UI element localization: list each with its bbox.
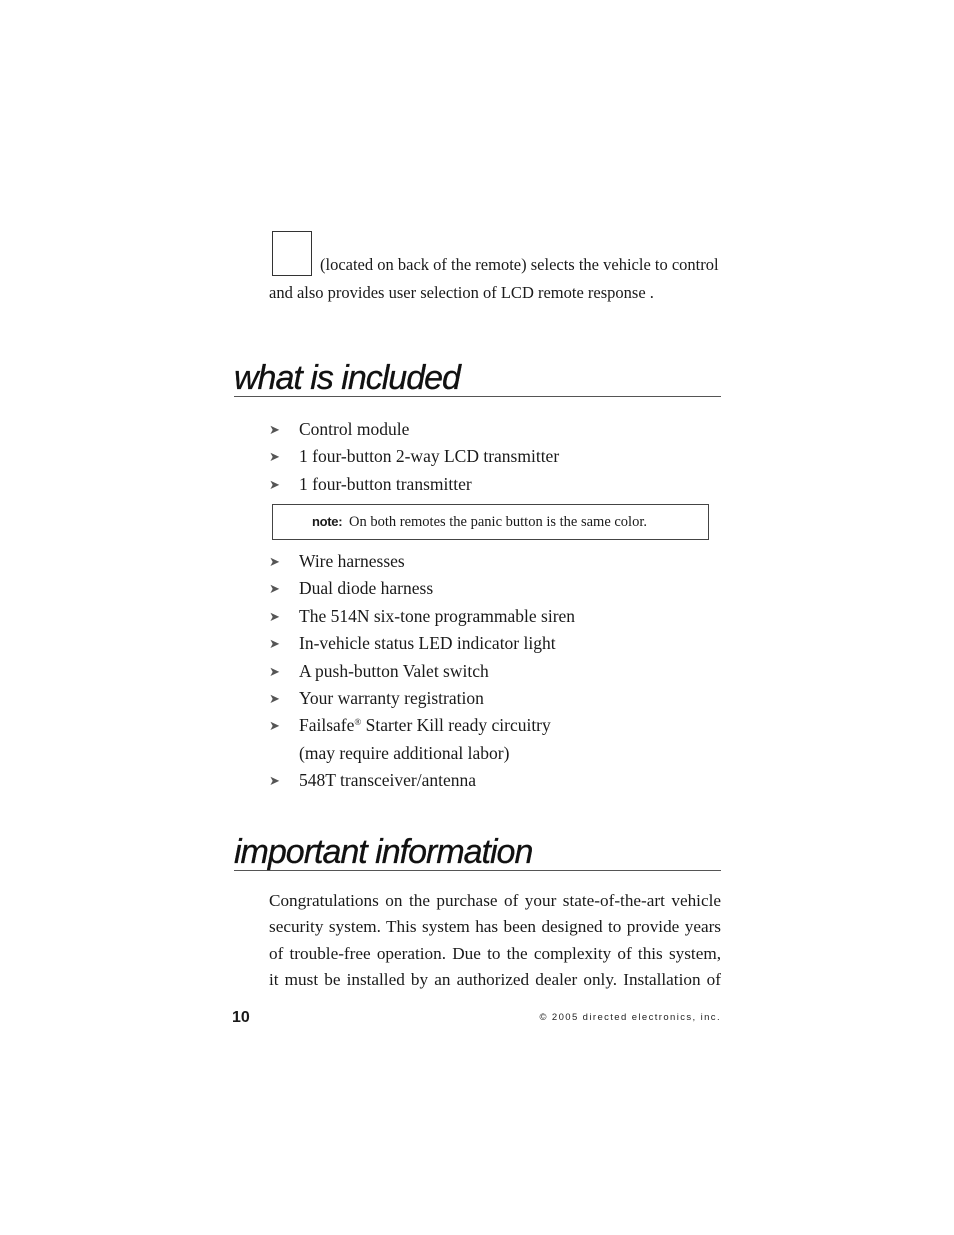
important-paragraph (269, 888, 721, 993)
list-item (269, 471, 559, 498)
list-item-text: In-vehicle status LED indicator light (299, 633, 556, 654)
list-item (269, 416, 559, 443)
paragraph-line: security system. This system has been designed to provide years (269, 917, 721, 937)
arrowhead-bullet-icon: ➤ (269, 719, 280, 735)
list-item (269, 603, 575, 630)
intro-line-2: and also provides user selection of LCD remote response . (269, 283, 654, 302)
list-item (269, 443, 559, 470)
list-item (269, 575, 575, 602)
paragraph-line: Congratulations on the purchase of your state-of-the-art vehicle (269, 891, 721, 910)
list-item-text: 548T transceiver/antenna (299, 770, 477, 791)
note-label: note: (312, 514, 343, 529)
arrowhead-bullet-icon: ➤ (269, 555, 280, 570)
list-item-failsafe (269, 712, 575, 739)
arrowhead-bullet-icon: ➤ (269, 664, 280, 680)
arrowhead-bullet-icon: ➤ (269, 477, 280, 493)
list-item (269, 630, 575, 657)
list-item-text: The 514N six-tone programmable siren (299, 605, 576, 626)
list-item-text: 1 four-button transmitter (299, 473, 472, 494)
arrowhead-bullet-icon: ➤ (269, 582, 280, 598)
included-list-part-1 (269, 416, 559, 498)
arrowhead-bullet-icon: ➤ (269, 691, 280, 707)
arrowhead-bullet-icon: ➤ (269, 609, 280, 625)
arrowhead-bullet-icon: ➤ (269, 450, 280, 466)
section-heading-important-information: important information (234, 834, 721, 871)
list-item (269, 767, 575, 794)
included-list-part-2 (269, 548, 575, 795)
list-item-text: Control module (299, 419, 410, 439)
list-item-text (299, 715, 551, 735)
failsafe-rest: Starter Kill ready circuitry (361, 715, 551, 736)
arrowhead-bullet-icon: ➤ (269, 774, 280, 790)
note-box (272, 504, 709, 540)
note-text: On both remotes the panic button is the same color. (349, 514, 647, 530)
list-item-continuation (269, 740, 575, 767)
section-heading-what-is-included: what is included (234, 360, 721, 397)
list-item (269, 548, 575, 575)
arrowhead-bullet-icon: ➤ (269, 423, 280, 438)
paragraph-line: it must be installed by an authorized dealer only. Installation of (269, 969, 721, 989)
list-item-text: (may require additional labor) (299, 742, 510, 763)
copyright-notice: © 2005 directed electronics, inc. (539, 1012, 721, 1023)
list-item-text: Dual diode harness (299, 578, 434, 599)
list-item-text: 1 four-button 2-way LCD transmitter (299, 446, 560, 467)
paragraph-line: of trouble-free operation. Due to the complexity of this system, (269, 943, 721, 963)
list-item-text: Your warranty registration (299, 687, 484, 708)
list-item (269, 685, 575, 712)
intro-line-1: (located on back of the remote) selects the vehicle to control (320, 255, 719, 274)
list-item-text: Wire harnesses (299, 551, 405, 571)
list-item (269, 658, 575, 685)
arrowhead-bullet-icon: ➤ (269, 637, 280, 653)
registered-mark: ® (354, 717, 362, 728)
remote-button-graphic (272, 231, 312, 276)
page-number: 10 (232, 1009, 250, 1026)
failsafe-name: Failsafe (299, 715, 355, 736)
list-item-text: A push-button Valet switch (299, 660, 489, 681)
